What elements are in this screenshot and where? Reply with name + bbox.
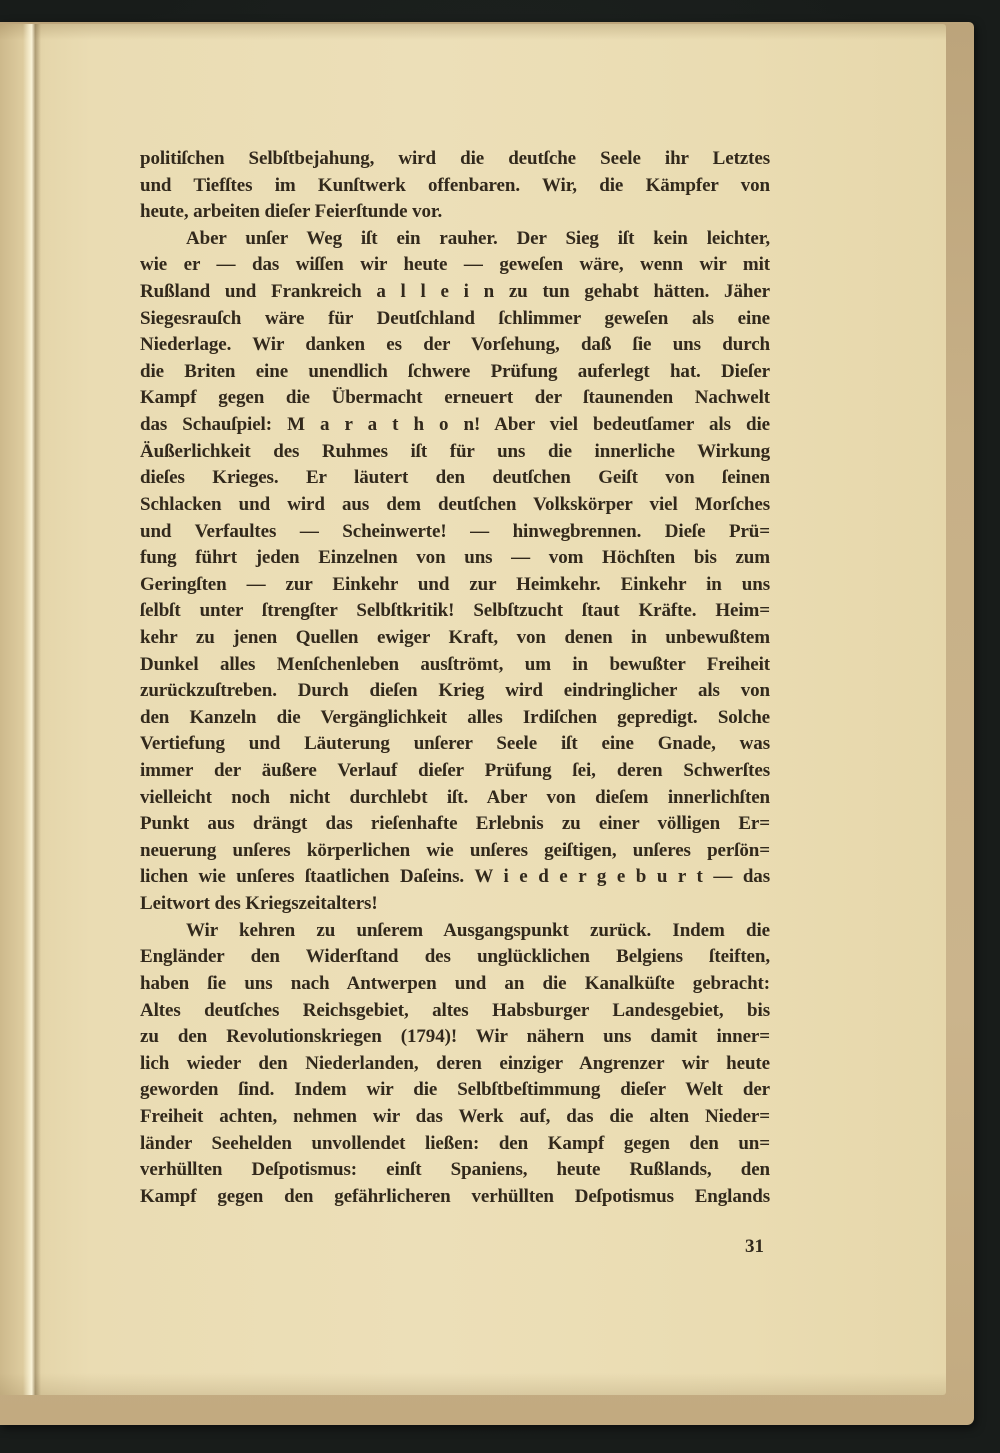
text-line: vielleicht noch nicht durchlebt iſt. Aber von dieſem innerlichſten (140, 786, 770, 808)
text-line: Rußland und Frankreich a l l e i n zu tun gehabt hätten. Jäher (140, 281, 770, 303)
page-number: 31 (745, 1236, 764, 1257)
text-line: den Kanzeln die Vergänglichkeit alles Irdiſchen gepredigt. Solche (140, 706, 770, 728)
text-line: Freiheit achten, nehmen wir das Werk auf, das die alten Nieder= (140, 1105, 770, 1127)
text-line: haben ſie uns nach Antwerpen und an die Kanalküſte gebracht: (140, 972, 770, 994)
gutter-crease (23, 24, 41, 1395)
text-line: und Tiefſtes im Kunſtwerk offenbaren. Wir, die Kämpfer von (140, 174, 770, 196)
text-line: immer der äußere Verlauf dieſer Prüfung ſei, deren Schwerſtes (140, 760, 770, 782)
book-page (0, 24, 946, 1395)
text-line: verhüllten Deſpotismus: einſt Spaniens, heute Rußlands, den (140, 1159, 770, 1181)
text-line: Äußerlichkeit des Ruhmes iſt für uns die innerliche Wirkung (140, 440, 770, 462)
text-line: Engländer den Widerſtand des unglücklichen Belgiens ſteiften, (140, 946, 770, 968)
text-line: und Verfaultes — Scheinwerte! — hinwegbrennen. Dieſe Prü= (140, 520, 770, 542)
text-line: Kampf gegen den gefährlicheren verhüllten Deſpotismus Englands (140, 1185, 770, 1207)
text-line: zu den Revolutionskriegen (1794)! Wir nähern uns damit inner= (140, 1026, 770, 1048)
text-line: zurückzuſtreben. Durch dieſen Krieg wird eindringlicher als von (140, 680, 770, 702)
text-line: Niederlage. Wir danken es der Vorſehung, daß ſie uns durch (140, 334, 770, 356)
text-line: politiſchen Selbſtbejahung, wird die deutſche Seele ihr Letztes (140, 148, 770, 169)
text-line: Schlacken und wird aus dem deutſchen Volkskörper viel Morſches (140, 493, 770, 515)
text-line: das Schauſpiel: M a r a t h o n! Aber viel bedeutſamer als die (140, 414, 770, 436)
text-line: dieſes Krieges. Er läutert den deutſchen Geiſt von ſeinen (140, 467, 770, 489)
text-line: Leitwort des Kriegszeitalters! (140, 893, 378, 915)
text-line: kehr zu jenen Quellen ewiger Kraft, von denen in unbewußtem (140, 626, 770, 648)
text-line: Punkt aus drängt das rieſenhafte Erlebnis zu einer völligen Er= (140, 813, 770, 835)
text-line: Dunkel alles Menſchenleben ausſtrömt, um in bewußter Freiheit (140, 653, 770, 675)
text-block (140, 146, 770, 1210)
text-line: neuerung unſeres körperlichen wie unſeres geiſtigen, unſeres perſön= (140, 839, 770, 861)
text-line: Wir kehren zu unſerem Ausgangspunkt zurück. Indem die (186, 919, 770, 941)
text-line: lich wieder den Niederlanden, deren einziger Angrenzer wir heute (140, 1052, 770, 1074)
text-line: Vertiefung und Läuterung unſerer Seele iſt eine Gnade, was (140, 733, 770, 755)
text-line: geworden ſind. Indem wir die Selbſtbeſtimmung dieſer Welt der (140, 1079, 770, 1101)
text-line: Siegesrauſch wäre für Deutſchland ſchlimmer geweſen als eine (140, 307, 770, 329)
text-line: ſelbſt unter ſtrengſter Selbſtkritik! Selbſtzucht ſtaut Kräfte. Heim= (140, 600, 770, 622)
text-line: fung führt jeden Einzelnen von uns — vom Höchſten bis zum (140, 547, 770, 569)
text-line: Geringſten — zur Einkehr und zur Heimkehr. Einkehr in uns (140, 573, 770, 595)
text-line: Kampf gegen die Übermacht erneuert der ſtaunenden Nachwelt (140, 387, 770, 409)
text-line: Altes deutſches Reichsgebiet, altes Habsburger Landesgebiet, bis (140, 999, 770, 1021)
text-line: heute, arbeiten dieſer Feierſtunde vor. (140, 201, 443, 223)
text-line: wie er — das wiſſen wir heute — geweſen wäre, wenn wir mit (140, 254, 770, 276)
text-line: die Briten eine unendlich ſchwere Prüfung auferlegt hat. Dieſer (140, 360, 770, 382)
text-line: lichen wie unſeres ſtaatlichen Daſeins. W i e d e r g e b u r t — das (140, 866, 770, 888)
text-line: Aber unſer Weg iſt ein rauher. Der Sieg iſt kein leichter, (186, 227, 770, 249)
text-line: länder Seehelden unvollendet ließen: den Kampf gegen den un= (140, 1132, 770, 1154)
